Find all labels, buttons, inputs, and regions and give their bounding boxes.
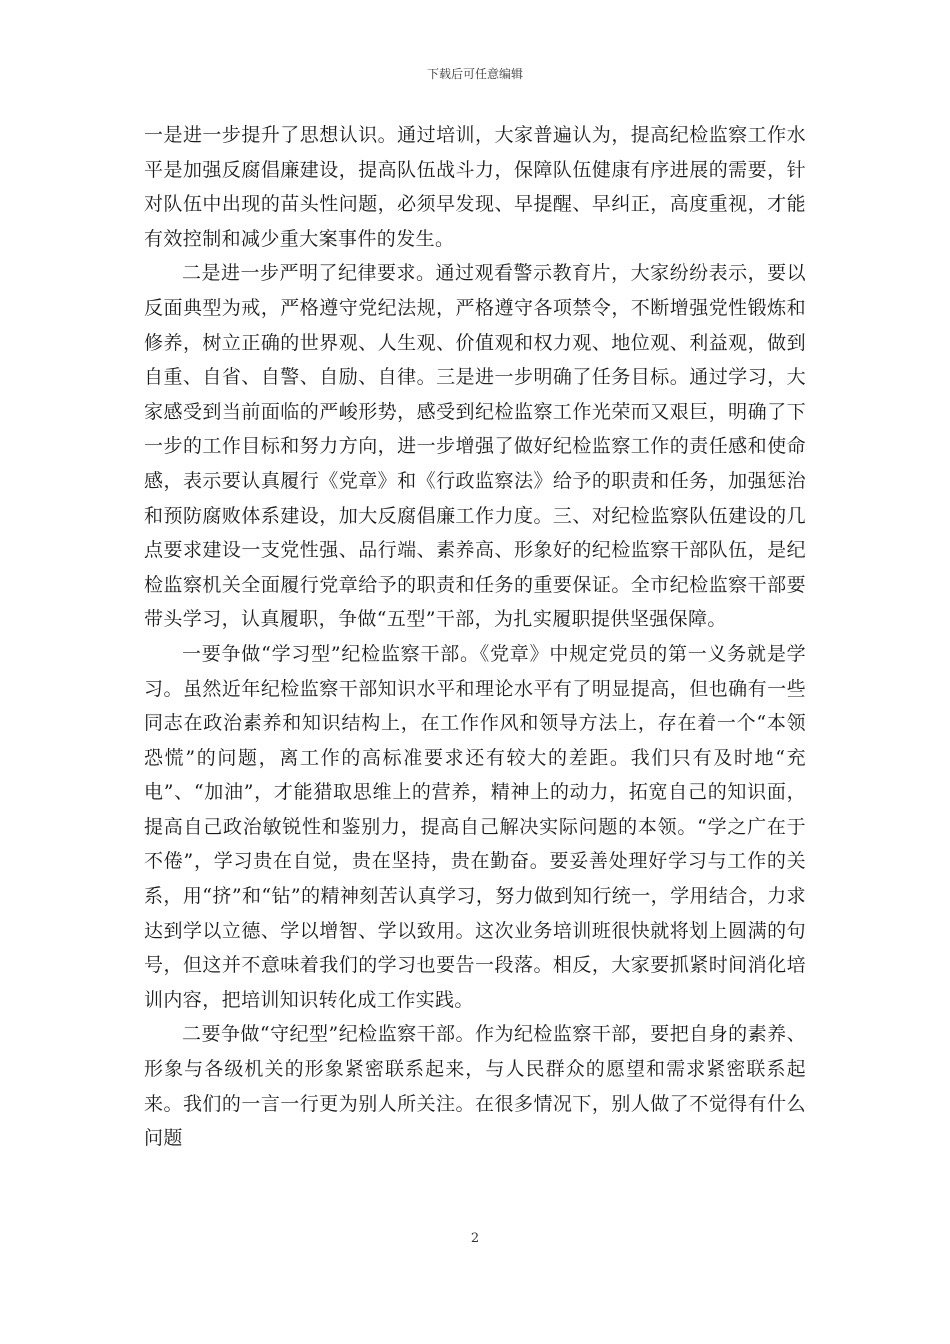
paragraph-4: 二要争做“守纪型”纪检监察干部。作为纪检监察干部，要把自身的素养、形象与各级机关的形象紧密联系起来，与人民群众的愿望和需求紧密联系起来。我们的一言一行更为别人所关注。在很多情况下，别人做了不觉得有什么问题 bbox=[144, 1023, 806, 1150]
paragraph-2: 二是进一步严明了纪律要求。通过观看警示教育片，大家纷纷表示，要以反面典型为戒，严格遵守党纪法规，严格遵守各项禁令，不断增强党性锻炼和修养，树立正确的世界观、人生观、价值观和权力观、地位观、利益观，做到自重、自省、自警、自励、自律。三是进一步明确了任务目标。通过学习，大家感受到当前面临的严峻形势，感受到纪检监察工作光荣而又艰巨，明确了下一步的工作目标和努力方向，进一步增强了做好纪检监察工作的责任感和使命感，表示要认真履行《党章》和《行政监察法》给予的职责和任务，加强惩治和预防腐败体系建设，加大反腐倡廉工作力度。三、对纪检监察队伍建设的几点要求建设一支党性强、品行端、素养高、形象好的纪检监察干部队伍，是纪检监察机关全面履行党章给予的职责和任务的重要保证。全市纪检监察干部要带头学习，认真履职，争做“五型”干部，为扎实履职提供坚强保障。 bbox=[144, 262, 806, 631]
page-header: 下载后可任意编辑 bbox=[426, 67, 523, 81]
paragraph-1: 一是进一步提升了思想认识。通过培训，大家普遍认为，提高纪检监察工作水平是加强反腐倡廉建设，提高队伍战斗力，保障队伍健康有序进展的需要，针对队伍中出现的苗头性问题，必须早发现、早提醒、早纠正，高度重视，才能有效控制和减少重大案事件的发生。 bbox=[144, 124, 806, 250]
page-number: 2 bbox=[470, 1231, 480, 1246]
paragraph-3: 一要争做“学习型”纪检监察干部。《党章》中规定党员的第一义务就是学习。虽然近年纪检监察干部知识水平和理论水平有了明显提高，但也确有一些同志在政治素养和知识结构上，在工作作风和领导方法上，存在着一个“本领恐慌”的问题，离工作的高标准要求还有较大的差距。我们只有及时地“充电”、“加油”，才能猎取思维上的营养，精神上的动力，拓宽自己的知识面，提高自己政治敏锐性和鉴别力，提高自己解决实际问题的本领。“学之广在于不倦”，学习贵在自觉，贵在坚持，贵在勤奋。要妥善处理好学习与工作的关系，用“挤”和“钻”的精神刻苦认真学习，努力做到知行统一，学用结合，力求达到学以立德、学以增智、学以致用。这次业务培训班很快就将划上圆满的句号，但这并不意味着我们的学习也要告一段落。相反，大家要抓紧时间消化培训内容，把培训知识转化成工作实践。 bbox=[144, 642, 806, 1011]
document-body bbox=[144, 118, 806, 1156]
